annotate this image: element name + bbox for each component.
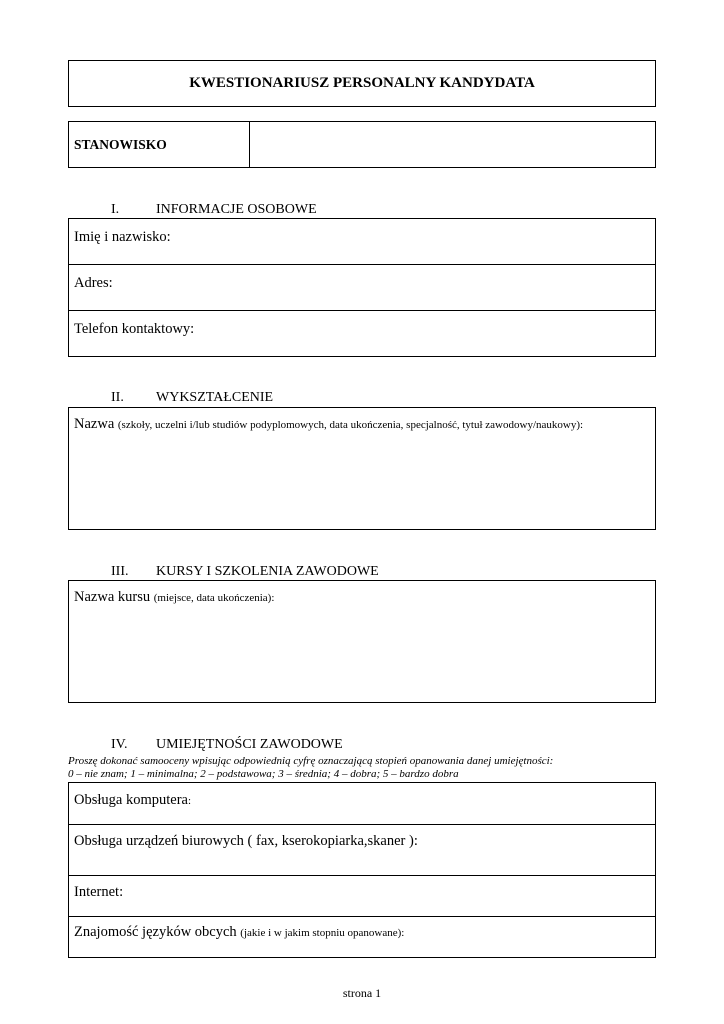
courses-hint: (miejsce, data ukończenia): xyxy=(153,592,275,604)
full-name-label: Imię i nazwisko: xyxy=(74,229,171,245)
education-field[interactable] xyxy=(68,407,656,530)
courses-label: Nazwa kursu xyxy=(74,589,151,605)
address-field[interactable] xyxy=(69,265,655,311)
languages-hint: (jakie i w jakim stopniu opanowane): xyxy=(240,927,405,939)
office-equipment-label: Obsługa urządzeń biurowych ( fax, kserokopiarka,skaner ): xyxy=(74,833,418,849)
internet-label: Internet: xyxy=(74,884,124,900)
position-input[interactable] xyxy=(250,122,655,167)
form-title: KWESTIONARIUSZ PERSONALNY KANDYDATA xyxy=(68,60,656,107)
section-3-title: KURSY I SZKOLENIA ZAWODOWE xyxy=(156,564,379,579)
computer-skills-colon: : xyxy=(187,795,192,807)
education-hint: (szkoły, uczelni i/lub studiów podyplomowych, data ukończenia, specjalność, tytuł zawodowy/naukowy): xyxy=(117,419,584,431)
languages-label: Znajomość języków obcych xyxy=(74,924,237,940)
section-2-number: II. xyxy=(111,390,124,405)
position-row xyxy=(68,121,656,168)
section-1-number: I. xyxy=(111,202,120,217)
phone-field[interactable] xyxy=(69,311,655,356)
education-label-row xyxy=(69,408,655,433)
computer-skills-field[interactable] xyxy=(69,783,655,825)
languages-field[interactable] xyxy=(69,917,655,959)
phone-label: Telefon kontaktowy: xyxy=(74,321,195,337)
self-assessment-instruction: Proszę dokonać samooceny wpisując odpowiednią cyfrę oznaczającą stopień opanowania danej umiejętności: xyxy=(68,755,554,767)
skills-table xyxy=(68,782,656,958)
address-label: Adres: xyxy=(74,275,113,291)
full-name-field[interactable] xyxy=(69,219,655,265)
section-3-heading xyxy=(111,564,379,580)
section-4-title: UMIEJĘTNOŚCI ZAWODOWE xyxy=(156,737,343,752)
position-label: STANOWISKO xyxy=(69,122,250,167)
internet-field[interactable] xyxy=(69,876,655,917)
section-3-number: III. xyxy=(111,564,129,579)
courses-field[interactable] xyxy=(68,580,656,703)
section-2-heading xyxy=(111,390,273,406)
rating-scale: 0 – nie znam; 1 – minimalna; 2 – podstawowa; 3 – średnia; 4 – dobra; 5 – bardzo dobra xyxy=(68,768,459,780)
section-4-number: IV. xyxy=(111,737,128,752)
section-1-title: INFORMACJE OSOBOWE xyxy=(156,202,317,217)
computer-skills-label: Obsługa komputera xyxy=(74,792,188,808)
office-equipment-field[interactable] xyxy=(69,825,655,876)
education-label: Nazwa xyxy=(74,416,115,432)
section-4-heading xyxy=(111,737,343,753)
section-2-title: WYKSZTAŁCENIE xyxy=(156,390,274,405)
courses-label-row xyxy=(69,581,655,606)
page-number: strona 1 xyxy=(342,986,382,1000)
personal-info-table xyxy=(68,218,656,357)
section-1-heading xyxy=(111,202,317,218)
